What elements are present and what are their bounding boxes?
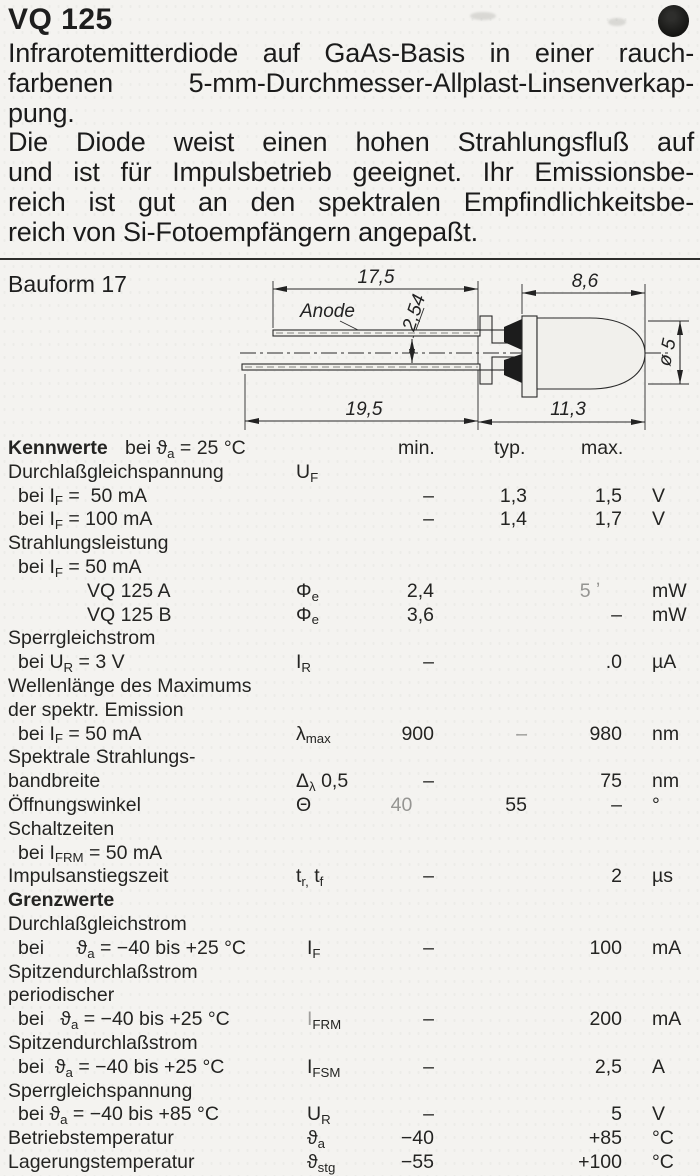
row-symbol: Θ — [296, 794, 312, 816]
row-max: 980 — [589, 722, 622, 745]
row-label: Sperrgleichspannung — [8, 1079, 193, 1102]
dim-label-cathode-lead: 19,5 — [345, 399, 383, 420]
row-label: bandbreite — [8, 770, 101, 793]
row-label: bei $I_F = 100$ mA — [18, 508, 153, 533]
row-max: 1,5 — [594, 484, 622, 507]
table-header-row — [0, 436, 700, 460]
row-min: −40 — [400, 1127, 434, 1150]
row-max: +85 — [588, 1127, 622, 1150]
table-row — [0, 793, 700, 817]
row-min: – — [423, 1103, 434, 1126]
row-min: – — [423, 651, 434, 674]
table-row — [0, 1055, 700, 1079]
row-label: Durchlaßgleichspannung — [8, 460, 224, 483]
row-max: 2 — [611, 865, 622, 888]
row-symbol: $I_{FRM}$ — [307, 1008, 342, 1032]
row-typ: – — [516, 722, 527, 745]
row-unit: mA — [652, 936, 682, 959]
table-row — [0, 983, 700, 1007]
intro-line: reich von Si-Fotoempfängern angepaßt. — [8, 216, 478, 247]
row-unit: ° — [652, 794, 660, 816]
dim-label-total-length: 11,3 — [550, 399, 586, 420]
table-row — [0, 722, 700, 746]
dim-label-pitch: 2,54 — [398, 291, 431, 334]
table-row — [0, 960, 700, 984]
column-header-max: max. — [581, 437, 624, 459]
row-label: bei $U_R = 3$ V — [18, 651, 125, 675]
row-max: .0 — [605, 651, 622, 674]
table-row — [0, 555, 700, 579]
row-label: Lagerungstemperatur — [8, 1151, 195, 1173]
row-label: VQ 125 A — [87, 579, 171, 602]
row-symbol: $I_R$ — [296, 651, 311, 675]
column-header-min: min. — [398, 437, 435, 459]
column-header-typ: typ. — [494, 437, 526, 459]
row-min: −55 — [400, 1151, 434, 1173]
row-label: bei $I_{FRM} = 50$ mA — [18, 841, 163, 866]
intro-line: Infrarotemitterdiode auf GaAs-Basis in einer rauch- — [8, 38, 694, 68]
row-unit: nm — [652, 722, 680, 745]
bauform-caption: Bauform 17 — [8, 271, 127, 297]
row-label: Öffnungswinkel — [8, 794, 141, 816]
row-symbol: $ϑ_a$ — [307, 1127, 326, 1151]
row-unit: V — [652, 1103, 666, 1126]
row-min: – — [423, 484, 434, 507]
row-label: periodischer — [8, 984, 115, 1007]
row-unit: V — [652, 508, 666, 531]
row-typ: 1,4 — [499, 508, 527, 531]
intro-line: reich ist gut an den spektralen Empfindlichkeitsbe- — [8, 186, 694, 217]
row-min: – — [423, 770, 434, 793]
row-symbol: $\Phi_e$ — [296, 603, 319, 628]
table-row — [0, 460, 700, 484]
row-unit: °C — [652, 1151, 674, 1173]
header-condition: bei $ϑ_a = 25$ °C — [125, 437, 246, 461]
table-row — [0, 841, 700, 865]
intro-line: pung. — [8, 97, 75, 128]
row-max: 75 — [600, 770, 622, 793]
row-max: 5 ʼ — [579, 579, 622, 602]
row-label: bei $ϑ_a = -40$ bis +25 °C — [18, 1055, 225, 1080]
row-label: bei $ϑ_a = -40$ bis +25 °C — [18, 1008, 230, 1032]
table-row — [0, 1150, 700, 1174]
dim-label-body-length: 8,6 — [571, 271, 599, 292]
row-min: – — [423, 1008, 434, 1031]
row-symbol: $\Phi_e$ — [296, 579, 319, 604]
row-unit: °C — [652, 1127, 674, 1150]
table-row — [0, 1007, 700, 1031]
table-row — [0, 888, 700, 912]
intro-line: farbenen 5-mm-Durchmesser-Allplast-Linsenverkap- — [8, 67, 694, 98]
row-min: 3,6 — [406, 603, 434, 626]
row-unit: V — [652, 484, 666, 507]
intro-line: und ist für Impulsbetrieb geeignet. Ihr Emissionsbe- — [8, 157, 694, 188]
table-row — [0, 1031, 700, 1055]
row-label: bei $ϑ_a = -40$ bis +85 °C — [18, 1103, 219, 1128]
table-row — [0, 579, 700, 603]
row-max: 200 — [589, 1008, 622, 1031]
row-max: 5 — [611, 1103, 622, 1126]
row-unit: mA — [652, 1008, 682, 1031]
table-row — [0, 745, 700, 769]
row-label: Sperrgleichstrom — [8, 627, 156, 650]
table-row — [0, 484, 700, 508]
table-row — [0, 674, 700, 698]
row-label: VQ 125 B — [87, 603, 172, 626]
page-title: VQ 125 — [8, 3, 113, 36]
row-symbol: $t_{r,}$ $t_f$ — [296, 865, 324, 890]
anode-label: Anode — [300, 301, 355, 322]
row-max: 1,7 — [594, 508, 622, 531]
row-typ: 1,3 — [499, 484, 527, 507]
row-label: Impulsanstiegszeit — [8, 865, 169, 888]
table-row — [0, 650, 700, 674]
row-label: Durchlaßgleichstrom — [8, 913, 187, 935]
row-unit: µs — [652, 865, 673, 888]
row-max: – — [611, 794, 622, 816]
table-row — [0, 603, 700, 627]
table-row — [0, 817, 700, 841]
row-symbol: $\lambda_{max}$ — [296, 722, 331, 747]
row-label: Strahlungsleistung — [8, 532, 169, 555]
row-max: 2,5 — [594, 1055, 622, 1078]
row-symbol: $U_F$ — [296, 460, 319, 485]
table-row — [0, 1079, 700, 1103]
row-symbol: $I_{FSM}$ — [307, 1055, 341, 1080]
row-label: Grenzwerte — [8, 889, 115, 912]
row-label: Wellenlänge des Maximums — [8, 675, 252, 697]
row-label: bei $I_F = 50$ mA — [18, 722, 142, 747]
table-row — [0, 1102, 700, 1126]
table-row — [0, 912, 700, 936]
row-label: bei $I_F = 50$ mA — [18, 484, 147, 509]
row-symbol: $I_F$ — [307, 936, 321, 961]
row-unit: mW — [652, 579, 687, 602]
section-title: Kennwerte — [8, 437, 108, 459]
row-unit: µA — [652, 651, 677, 674]
row-min: 2,4 — [406, 579, 434, 602]
table-row — [0, 864, 700, 888]
table-row — [0, 626, 700, 650]
dim-label-diameter: ø 5 — [654, 336, 681, 369]
row-min: – — [423, 508, 434, 531]
row-max: – — [611, 603, 622, 626]
table-row — [0, 698, 700, 722]
intro-line: Die Diode weist einen hohen Strahlungsfluß auf — [8, 127, 694, 158]
row-unit: nm — [652, 770, 680, 793]
row-min: 900 — [401, 722, 434, 745]
row-label: Betriebstemperatur — [8, 1127, 174, 1150]
table-row — [0, 769, 700, 793]
row-max: 100 — [589, 936, 622, 959]
table-row — [0, 531, 700, 555]
row-label: Spitzendurchlaßstrom — [8, 1032, 198, 1054]
table-row — [0, 936, 700, 960]
row-typ: 55 — [505, 794, 527, 816]
table-row — [0, 1126, 700, 1150]
row-label: Schaltzeiten — [8, 817, 115, 840]
row-unit: mW — [652, 603, 687, 626]
row-min: 40 — [390, 794, 434, 816]
dim-label-anode-lead: 17,5 — [357, 267, 395, 288]
row-label: bei $I_F = 50$ mA — [18, 556, 142, 580]
table-row — [0, 507, 700, 531]
row-symbol: $\Delta_\lambda$ 0,5 — [296, 770, 349, 794]
row-label: Spektrale Strahlungs- — [8, 746, 196, 769]
row-label: Spitzendurchlaßstrom — [8, 960, 198, 983]
row-unit: A — [652, 1055, 666, 1078]
row-min: – — [423, 1055, 434, 1078]
row-symbol: $ϑ_{stg}$ — [307, 1151, 336, 1175]
row-min: – — [423, 936, 434, 959]
row-max: +100 — [578, 1151, 622, 1173]
row-min: – — [423, 865, 434, 888]
row-symbol: $U_R$ — [307, 1103, 331, 1128]
row-label: der spektr. Emission — [8, 698, 184, 721]
row-label: bei $ϑ_a = -40$ bis +25 °C — [18, 936, 247, 961]
